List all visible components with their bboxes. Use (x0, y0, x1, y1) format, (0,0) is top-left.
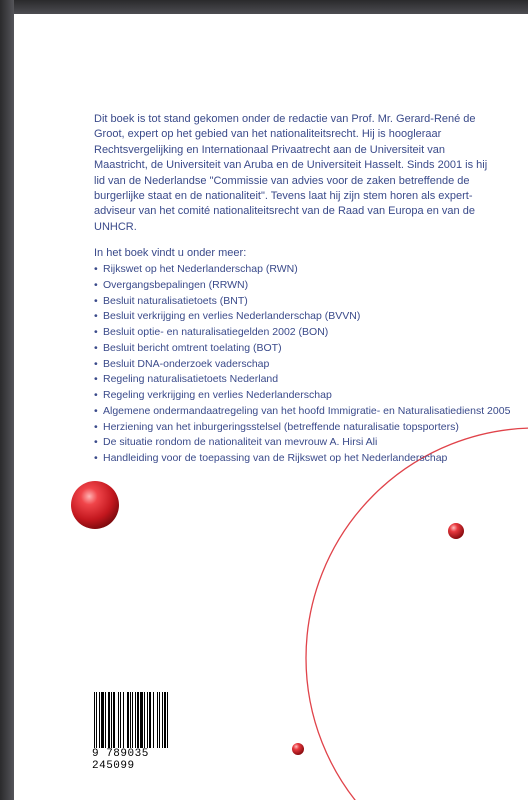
barcode-bars (94, 692, 190, 748)
list-item: • Besluit optie- en naturalisatiegelden 2002 (BON) (94, 326, 329, 338)
isbn-barcode (88, 688, 196, 772)
list-item: • Regeling naturalisatietoets Nederland (94, 373, 279, 386)
editor-intro-text: Dit boek is tot stand gekomen onder de redactie van Prof. Mr. Gerard-René de Groot, expert op het gebied van het nationaliteitsrecht. Hij is hoogleraar Rechtsvergelijking en Internationaal Privaatrecht aan de Universiteit van Maastricht, de Universiteit van Aruba en de Universiteit Hasselt. Sinds 2001 is hij lid van de Nederlandse "Commissie van advies voor de zaken betreffende de burgerlijke staat en de nationaliteit". Tevens laat hij zijn stem horen als expert-adviseur van het comité nationaliteitsrecht van de Raad van Europa en van de UNHCR. (94, 113, 488, 233)
sphere-on-arc (292, 743, 304, 755)
list-item: • Herziening van het inburgeringsstelsel (betreffende naturalisatie topsporters) (94, 420, 459, 433)
list-item: • Overgangsbepalingen (RRWN) (94, 278, 249, 291)
small-red-sphere (448, 523, 464, 539)
list-item: • Besluit naturalisatietoets (BNT) (94, 294, 248, 307)
list-item: • De situatie rondom de nationaliteit van mevrouw A. Hirsi Ali (94, 436, 378, 449)
list-item: • Besluit DNA-onderzoek vaderschap (94, 357, 270, 370)
list-item: • Besluit bericht omtrent toelating (BOT) (94, 341, 282, 354)
list-item: • Algemene ondermandaatregeling van het hoofd Immigratie- en Naturalisatiedienst 2005 (94, 404, 511, 417)
large-red-sphere (71, 481, 119, 529)
contents-list (94, 262, 514, 467)
list-item: • Handleiding voor de toepassing van de Rijkswet op het Nederlanderschap (94, 452, 448, 464)
isbn-number: 9 789035 245099 (92, 748, 149, 772)
list-item: • Rijkswet op het Nederlanderschap (RWN) (94, 263, 298, 275)
decorative-circle-arc (306, 428, 528, 800)
list-item: • Regeling verkrijging en verlies Nederlanderschap (94, 389, 332, 401)
list-item: • Besluit verkrijging en verlies Nederlanderschap (BVVN) (94, 310, 361, 323)
contents-intro: In het boek vindt u onder meer: (94, 247, 247, 259)
